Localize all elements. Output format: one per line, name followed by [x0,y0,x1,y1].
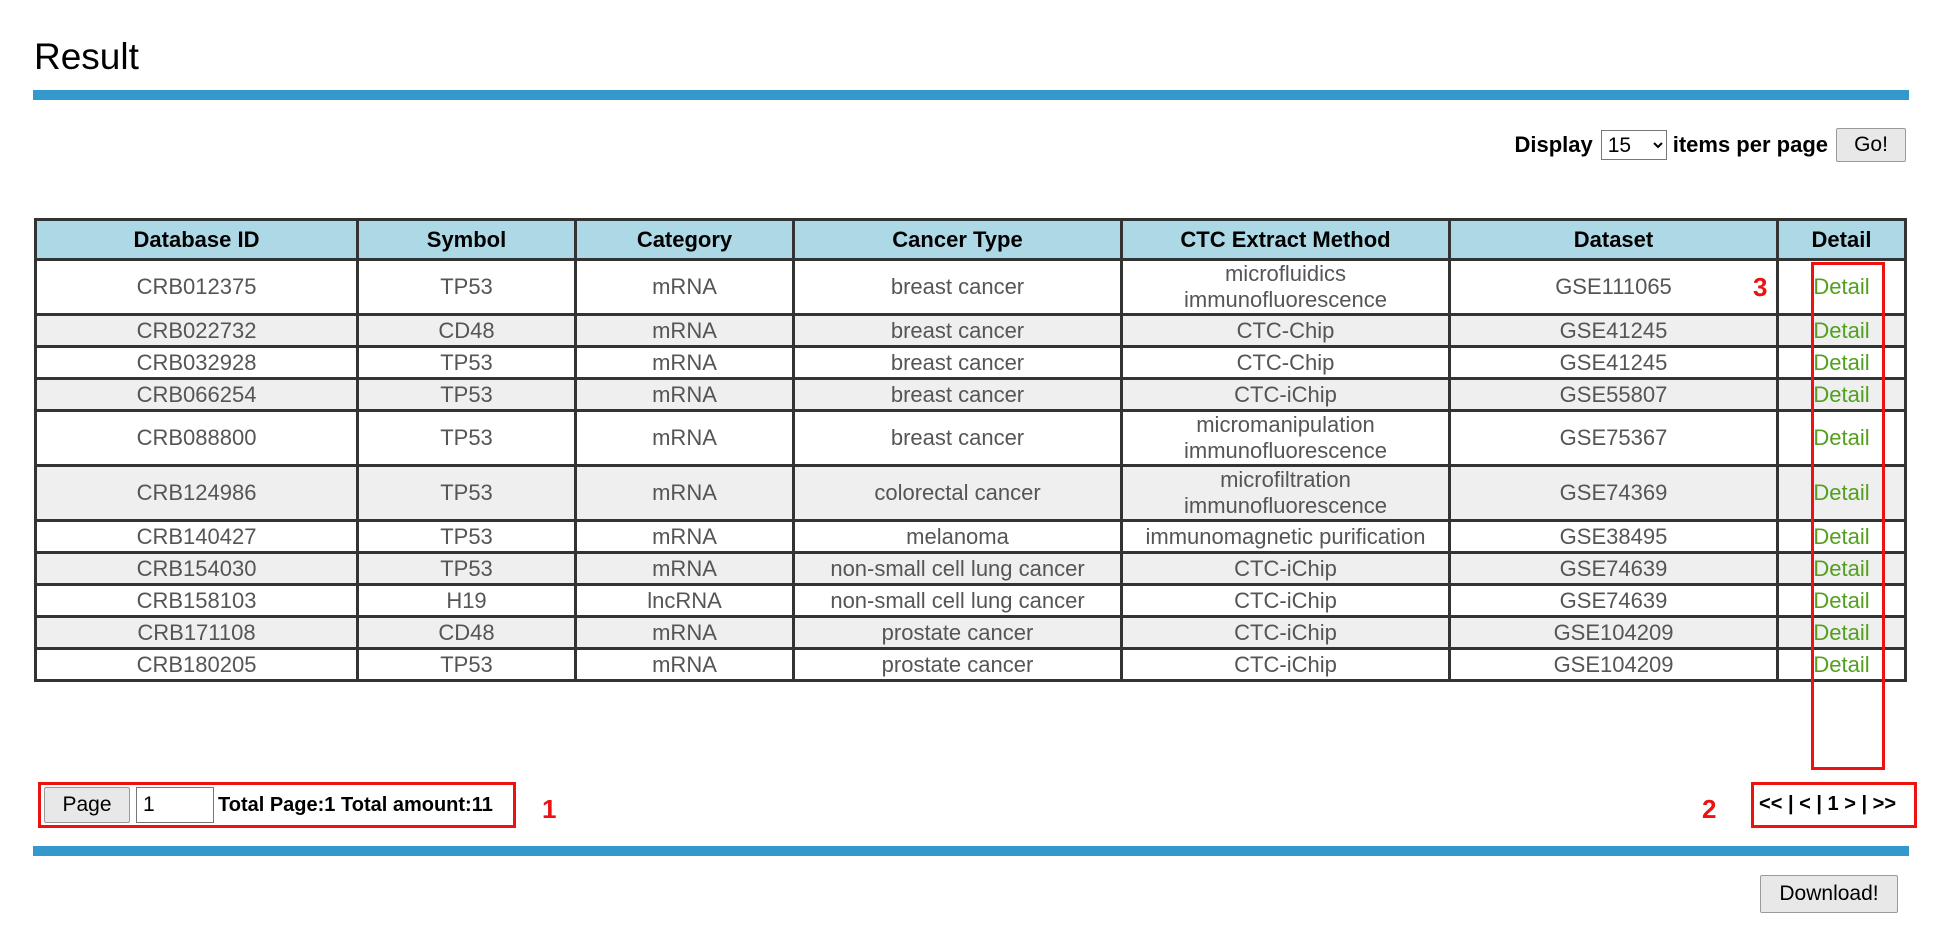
table-row [36,466,1906,521]
method-line: CTC-iChip [1234,381,1337,407]
dataset-cell: GSE104209 [1450,649,1778,681]
method-line: CTC-iChip [1234,555,1337,581]
current-page-link[interactable]: 1 [1827,793,1839,815]
ctc-extract-method-cell [1122,649,1450,681]
method-line: microfluidics [1224,261,1347,286]
ctc-extract-method-cell [1122,521,1450,553]
detail-link[interactable]: Detail [1813,381,1870,407]
dataset-cell: GSE74639 [1450,585,1778,617]
table-row [36,521,1906,553]
database-id-cell: CRB066254 [36,379,358,411]
category-cell: mRNA [576,347,794,379]
dataset-cell: GSE38495 [1450,521,1778,553]
cancer-type-cell: breast cancer [794,315,1122,347]
ctc-extract-method-cell [1122,347,1450,379]
category-cell: mRNA [576,411,794,466]
database-id-cell: CRB022732 [36,315,358,347]
page-button[interactable]: Page [44,787,130,823]
page-title: Result [34,36,139,77]
category-cell: mRNA [576,466,794,521]
category-cell: mRNA [576,553,794,585]
method-line: immunofluorescence [1184,493,1387,518]
ctc-extract-method-cell [1122,617,1450,649]
ctc-extract-method-cell [1122,466,1450,521]
category-cell: mRNA [576,649,794,681]
cancer-type-cell: breast cancer [794,260,1122,315]
dataset-cell: GSE104209 [1450,617,1778,649]
download-button[interactable]: Download! [1760,875,1898,913]
detail-link[interactable]: Detail [1813,587,1870,613]
items-per-page-select[interactable] [1601,130,1667,160]
method-line: immunofluorescence [1184,287,1387,312]
dataset-cell: GSE41245 [1450,347,1778,379]
pagination-separator: | [1861,793,1868,815]
table-row [36,617,1906,649]
annotation-number-3: 3 [1753,272,1768,302]
first-page-link[interactable]: << [1759,793,1783,815]
dataset-cell: GSE74369 [1450,466,1778,521]
symbol-cell: TP53 [358,649,576,681]
dataset-cell: GSE41245 [1450,315,1778,347]
go-button[interactable]: Go! [1836,128,1906,162]
page-number-input[interactable] [136,787,214,823]
column-header-database-id[interactable]: Database ID [36,220,358,260]
symbol-cell: CD48 [358,617,576,649]
database-id-cell: CRB088800 [36,411,358,466]
column-header-category[interactable]: Category [576,220,794,260]
ctc-extract-method-cell [1122,379,1450,411]
results-table [34,218,1907,682]
dataset-cell: GSE111065 [1450,260,1778,315]
symbol-cell: TP53 [358,411,576,466]
display-suffix-label: items per page [1672,132,1828,157]
detail-link[interactable]: Detail [1813,349,1870,375]
last-page-link[interactable]: >> [1872,793,1896,815]
category-cell: mRNA [576,260,794,315]
database-id-cell: CRB158103 [36,585,358,617]
cancer-type-cell: non-small cell lung cancer [794,585,1122,617]
dataset-cell: GSE55807 [1450,379,1778,411]
symbol-cell: TP53 [358,466,576,521]
ctc-extract-method-cell [1122,260,1450,315]
column-header-symbol[interactable]: Symbol [358,220,576,260]
detail-link[interactable]: Detail [1813,317,1870,343]
column-header-cancer-type[interactable]: Cancer Type [794,220,1122,260]
pagination-links [1759,793,1896,816]
detail-link[interactable]: Detail [1813,274,1870,299]
detail-link[interactable]: Detail [1813,425,1870,450]
cancer-type-cell: non-small cell lung cancer [794,553,1122,585]
database-id-cell: CRB171108 [36,617,358,649]
dataset-cell: GSE74639 [1450,553,1778,585]
cancer-type-cell: breast cancer [794,379,1122,411]
database-id-cell: CRB032928 [36,347,358,379]
method-line: immunofluorescence [1184,438,1387,463]
category-cell: mRNA [576,315,794,347]
ctc-extract-method-cell [1122,315,1450,347]
cancer-type-cell: breast cancer [794,347,1122,379]
table-row [36,379,1906,411]
symbol-cell: TP53 [358,553,576,585]
display-controls [1514,128,1906,162]
table-header-row [36,220,1906,260]
detail-link[interactable]: Detail [1813,619,1870,645]
pagination-separator: | [1787,793,1794,815]
table-row [36,585,1906,617]
detail-link[interactable]: Detail [1813,523,1870,549]
column-header-detail[interactable]: Detail [1778,220,1906,260]
table-row [36,411,1906,466]
ctc-extract-method-cell [1122,411,1450,466]
category-cell: mRNA [576,379,794,411]
category-cell: lncRNA [576,585,794,617]
method-line: CTC-Chip [1236,317,1335,343]
ctc-extract-method-cell [1122,553,1450,585]
annotation-box-detail-column [1811,262,1885,770]
detail-link[interactable]: Detail [1813,555,1870,581]
symbol-cell: TP53 [358,347,576,379]
table-row [36,260,1906,315]
detail-link[interactable]: Detail [1813,480,1870,505]
cancer-type-cell: melanoma [794,521,1122,553]
table-row [36,315,1906,347]
annotation-number-2: 2 [1702,794,1717,824]
results-table-body [36,260,1906,681]
method-line: micromanipulation [1196,412,1375,437]
bottom-divider [33,846,1909,856]
database-id-cell: CRB154030 [36,553,358,585]
dataset-cell: GSE75367 [1450,411,1778,466]
method-line: CTC-iChip [1234,651,1337,677]
cancer-type-cell: colorectal cancer [794,466,1122,521]
detail-link[interactable]: Detail [1813,651,1870,677]
database-id-cell: CRB012375 [36,260,358,315]
prev-page-link[interactable]: < [1799,793,1811,815]
next-page-link[interactable]: > [1844,793,1856,815]
symbol-cell: TP53 [358,379,576,411]
table-row [36,553,1906,585]
symbol-cell: TP53 [358,260,576,315]
column-header-dataset[interactable]: Dataset [1450,220,1778,260]
method-line: CTC-Chip [1236,349,1335,375]
cancer-type-cell: prostate cancer [794,617,1122,649]
symbol-cell: TP53 [358,521,576,553]
symbol-cell: H19 [358,585,576,617]
column-header-ctc-extract-method[interactable]: CTC Extract Method [1122,220,1450,260]
category-cell: mRNA [576,617,794,649]
database-id-cell: CRB140427 [36,521,358,553]
database-id-cell: CRB124986 [36,466,358,521]
cancer-type-cell: prostate cancer [794,649,1122,681]
method-line: CTC-iChip [1234,587,1337,613]
method-line: microfiltration [1220,467,1351,492]
ctc-extract-method-cell [1122,585,1450,617]
title-divider [33,90,1909,100]
table-row [36,649,1906,681]
display-prefix-label: Display [1514,132,1593,157]
page-total-info: Total Page:1 Total amount:11 [218,793,493,816]
database-id-cell: CRB180205 [36,649,358,681]
pagination-separator: | [1816,793,1822,815]
category-cell: mRNA [576,521,794,553]
cancer-type-cell: breast cancer [794,411,1122,466]
method-line: CTC-iChip [1234,619,1337,645]
symbol-cell: CD48 [358,315,576,347]
page-jump-controls [44,787,493,823]
table-row [36,347,1906,379]
method-line: immunomagnetic purification [1145,523,1426,549]
annotation-number-1: 1 [542,794,557,824]
